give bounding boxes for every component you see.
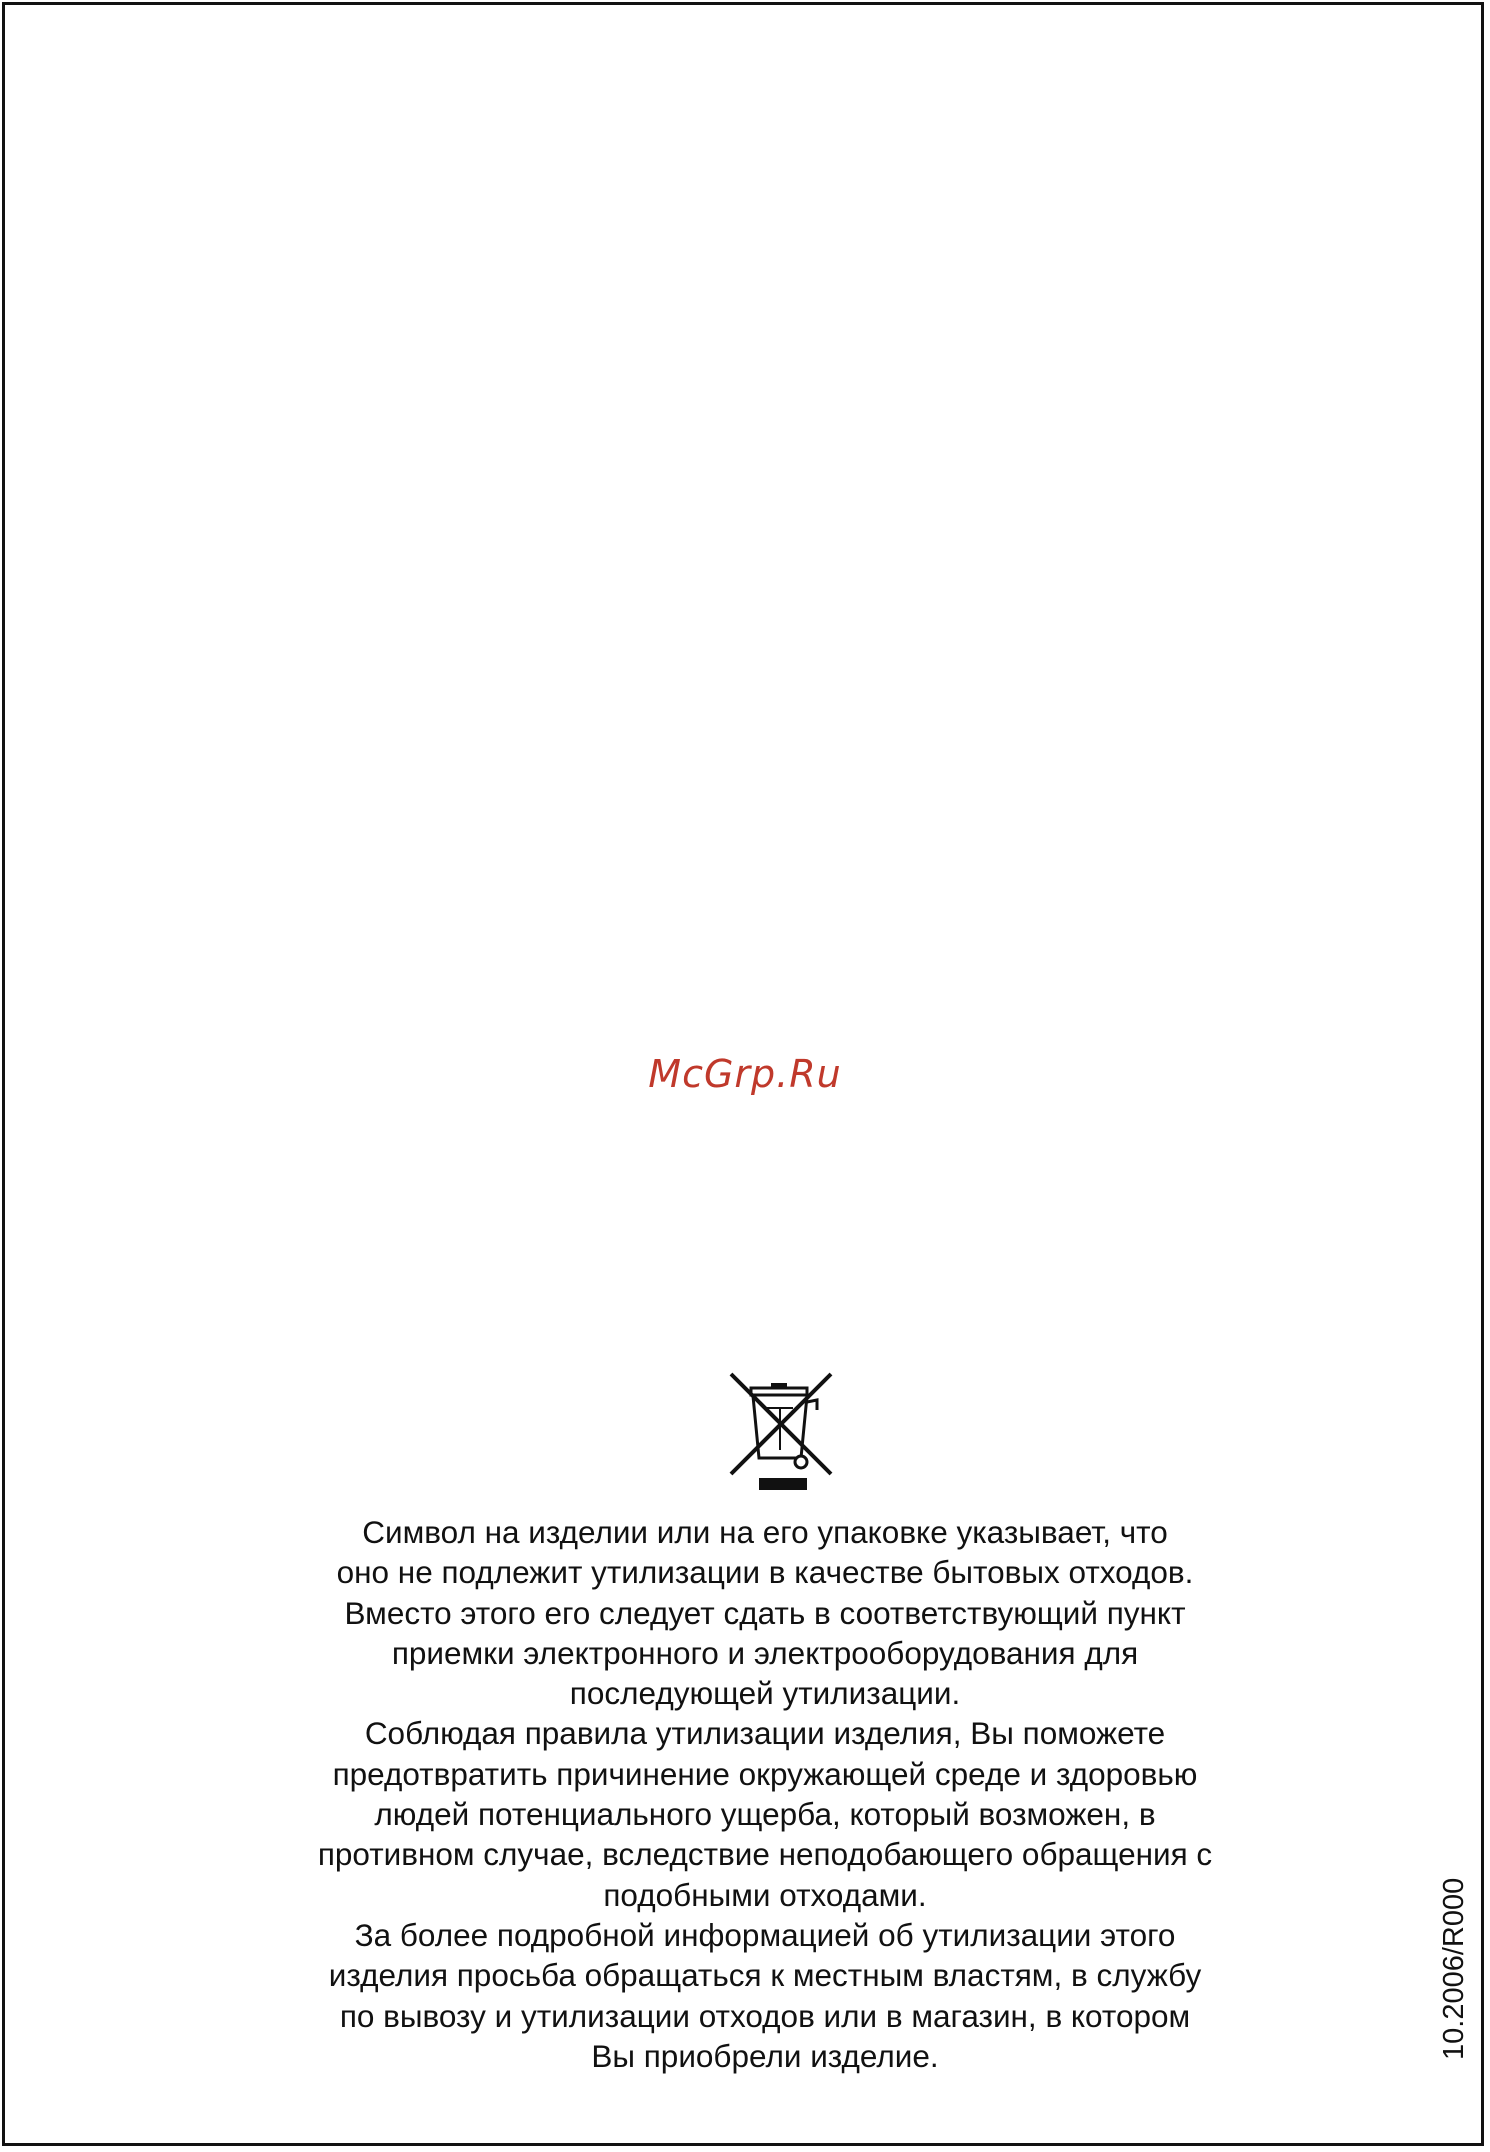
watermark: McGrp.Ru bbox=[648, 1052, 842, 1096]
notice-line: Вместо этого его следует сдать в соответствующий пункт bbox=[344, 1594, 1186, 1631]
notice-line: оно не подлежит утилизации в качестве бытовых отходов. bbox=[336, 1554, 1194, 1591]
crossed-out-wheelie-bin-icon bbox=[725, 1370, 841, 1494]
notice-line: Соблюдая правила утилизации изделия, Вы поможете bbox=[364, 1715, 1166, 1752]
notice-line: приемки электронного и электрооборудования для bbox=[391, 1634, 1139, 1671]
notice-line: предотвратить причинение окружающей среде и здоровью bbox=[332, 1755, 1198, 1792]
notice-line: по вывозу и утилизации отходов или в магазин, в котором bbox=[339, 1997, 1191, 2034]
notice-line: противном случае, вследствие неподобающего обращения с bbox=[317, 1836, 1213, 1873]
notice-line: подобными отходами. bbox=[603, 1876, 927, 1913]
notice-line: За более подробной информацией об утилизации этого bbox=[354, 1916, 1176, 1953]
disposal-notice bbox=[230, 1512, 1300, 2076]
notice-line: последующей утилизации. bbox=[569, 1675, 961, 1712]
notice-line: людей потенциального ущерба, который возможен, в bbox=[374, 1796, 1156, 1833]
notice-line: изделия просьба обращаться к местным властям, в службу bbox=[328, 1957, 1202, 1994]
document-code: 10.2006/R000 bbox=[1438, 1877, 1470, 2060]
notice-line: Символ на изделии или на его упаковке указывает, что bbox=[362, 1514, 1168, 1550]
notice-line: Вы приобрели изделие. bbox=[591, 2037, 939, 2074]
